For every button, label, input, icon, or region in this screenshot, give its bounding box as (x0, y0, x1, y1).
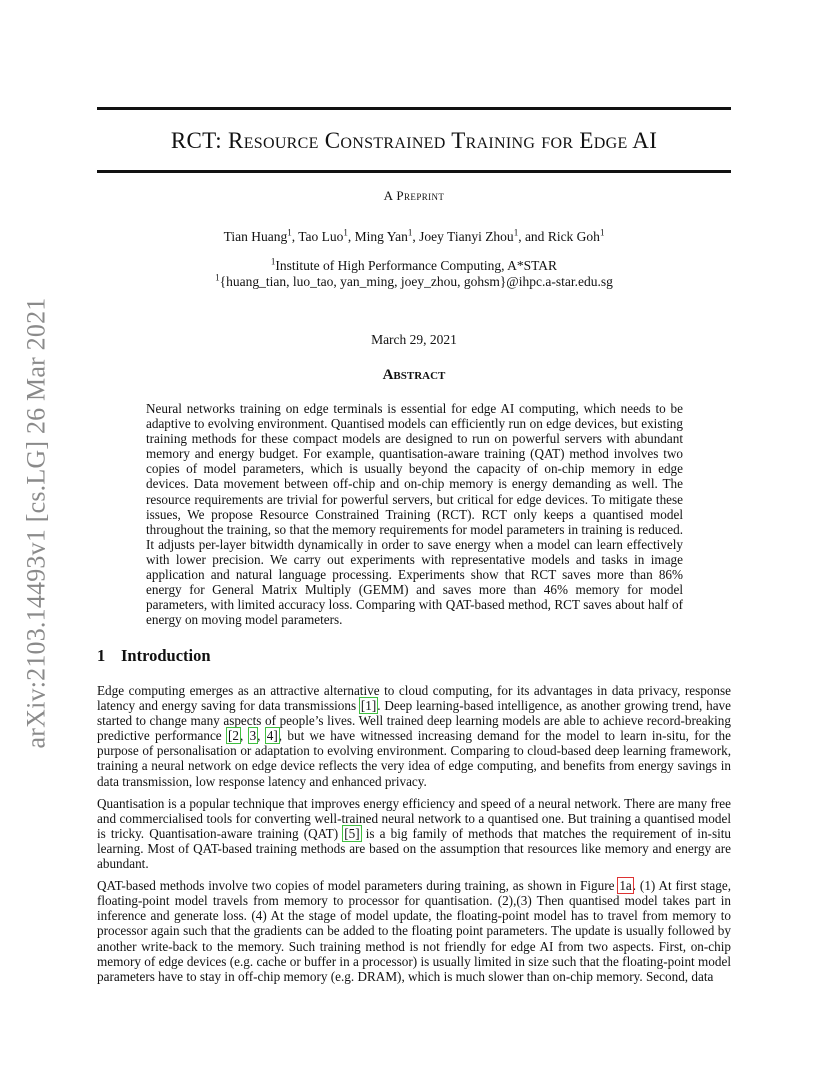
paragraph-text: Quantisation is a popular technique that improves energy efficiency and speed of a neural network. There are many free and commercialised tools for converting well-trained neural network to a quantised one. But training a quantised model is tricky. Quantisation-aware training (QAT) (97, 795, 731, 841)
affiliation-marker: 1 (270, 256, 276, 267)
affiliation (97, 258, 731, 274)
author-name: Tao Luo (298, 229, 344, 244)
citation-separator: , (239, 728, 249, 744)
citation-separator: , (257, 728, 266, 744)
abstract-heading: Abstract (382, 367, 446, 383)
abstract-body: Neural networks training on edge terminals is essential for edge AI computing, which needs to be adaptive to evolving environment. Quantised models can efficiently run on edge devices, but existing training methods for these compact models are designed to run on powerful servers with abundant memory and energy budget. For example, quantisation-aware training (QAT) method involves two copies of model parameters, which is usually beyond the capacity of on-chip memory in edge devices. Data movement between off-chip and on-chip memory is energy demanding as well. The resource requirements are trivial for powerful servers, but critical for edge devices. To mitigate these issues, We propose Resource Constrained Training (RCT). RCT only keeps a quantised model throughout the training, so that the memory requirements for model parameters in training is reduced. It adjusts per-layer bitwidth dynamically in order to save energy when a model can learn effectively with lower precision. We carry out experiments with representative models and tasks in image application and natural language processing. Experiments show that RCT saves more than 86% energy for General Matrix Multiply (GEMM) and saves more than 46% memory for model parameters, with limited accuracy loss. Comparing with QAT-based method, RCT saves about half of energy on moving model parameters. (146, 401, 683, 628)
title-segment: RCT: R (170, 128, 244, 153)
paper-title (97, 128, 731, 154)
title-segment: E (573, 128, 594, 153)
author-separator: , and (518, 229, 548, 244)
paragraph-text: Edge computing emerges as an attractive alternative to cloud computing, for its advantages in data privacy, response latency and energy saving for data transmissions (97, 683, 731, 714)
paragraph-text: is a big family of methods that matches the requirement of in-situ learning. Most of QAT-based training methods are based on the assumption that resources like memory and energy are abundant. (97, 825, 731, 872)
author-separator: , (412, 229, 420, 244)
author-name: Rick Goh (547, 229, 600, 244)
section-number: 1 (97, 646, 106, 665)
citation-link[interactable]: [1] (360, 698, 377, 714)
author-affil-marker: 1 (407, 227, 413, 238)
title-bottom-rule (97, 170, 731, 173)
arxiv-id-text: arXiv:2103.14493v1 [cs.LG] 26 Mar 2021 (21, 297, 51, 749)
author-list (97, 229, 731, 245)
author-affil-marker: 1 (599, 227, 605, 238)
title-segment: dge (593, 128, 628, 153)
author-affil-marker: 1 (343, 227, 348, 238)
paragraph-text: . (1) At first stage, floating-point model travels from memory to processor for quantisation. (2),(3) Then quantised model takes part in inference and generate loss. (4) At the stage of model update, the floating-point model has to travel from memory to processor again such that the gradients can be added to the floating point parameters. The update is usually followed by another write-back to the memory. Such training method is not friendly for edge AI from two aspects. First, on-chip memory of edge devices (e.g. cache or buffer in a processor) is usually limited in size such that the floating-point model parameters have to stay in off-chip memory (e.g. DRAM), which is much slower than on-chip memory. Second, data (97, 878, 731, 984)
email-marker: 1 (215, 272, 220, 283)
title-segment: C (318, 128, 341, 153)
author-name: Tian Huang (223, 229, 288, 244)
author-emails (97, 274, 731, 290)
paragraph (97, 878, 731, 984)
paragraph (97, 796, 731, 871)
title-segment: onstrained (340, 128, 446, 153)
paragraph (97, 683, 731, 789)
author-separator: , (347, 229, 355, 244)
title-segment: AI (627, 128, 658, 153)
citation-link[interactable]: [5] (344, 825, 360, 841)
citation-link[interactable]: [2 (227, 728, 239, 744)
author-separator: , (291, 229, 299, 244)
section-heading (97, 646, 211, 666)
figure-reference-link[interactable]: 1a (619, 878, 632, 894)
citation-link[interactable]: 4] (266, 728, 278, 744)
paragraph-text: , but we have witnessed increasing demand for the model to learn in-situ, for the purpose of personalisation or adaptation to evolving environment. Comparing to cloud-based deep learning framework, training a neural network on edge device reflects the very idea of edge computing, and benefits from energy savings in data transmission, low response latency and enhanced privacy. (97, 728, 732, 789)
introduction-body (97, 683, 731, 991)
title-segment: T (445, 128, 466, 153)
paragraph-text: QAT-based methods involve two copies of model parameters during training, as shown in Figure (97, 878, 619, 894)
top-rule (97, 107, 731, 110)
author-affil-marker: 1 (513, 227, 519, 238)
section-title: Introduction (121, 646, 211, 665)
author-name: Ming Yan (354, 229, 408, 244)
author-affil-marker: 1 (287, 227, 292, 238)
title-segment: raining for (465, 128, 574, 153)
title-segment: esource (243, 128, 319, 153)
paper-date: March 29, 2021 (371, 332, 457, 347)
author-name: Joey Tianyi Zhou (419, 229, 514, 244)
arxiv-side-identifier (20, 288, 52, 758)
citation-link[interactable]: 3 (249, 728, 257, 744)
preprint-label: A Preprint (383, 188, 445, 203)
paragraph-text: . Deep learning-based intelligence, as another growing trend, have started to change many aspects of people’s lives. Well trained deep learning models are able to achieve record-breaking predictive performance (97, 698, 731, 744)
email-text: {huang_tian, luo_tao, yan_ming, joey_zhou, gohsm}@ihpc.a-star.edu.sg (219, 274, 613, 289)
affiliation-text: Institute of High Performance Computing, A*STAR (275, 258, 558, 273)
